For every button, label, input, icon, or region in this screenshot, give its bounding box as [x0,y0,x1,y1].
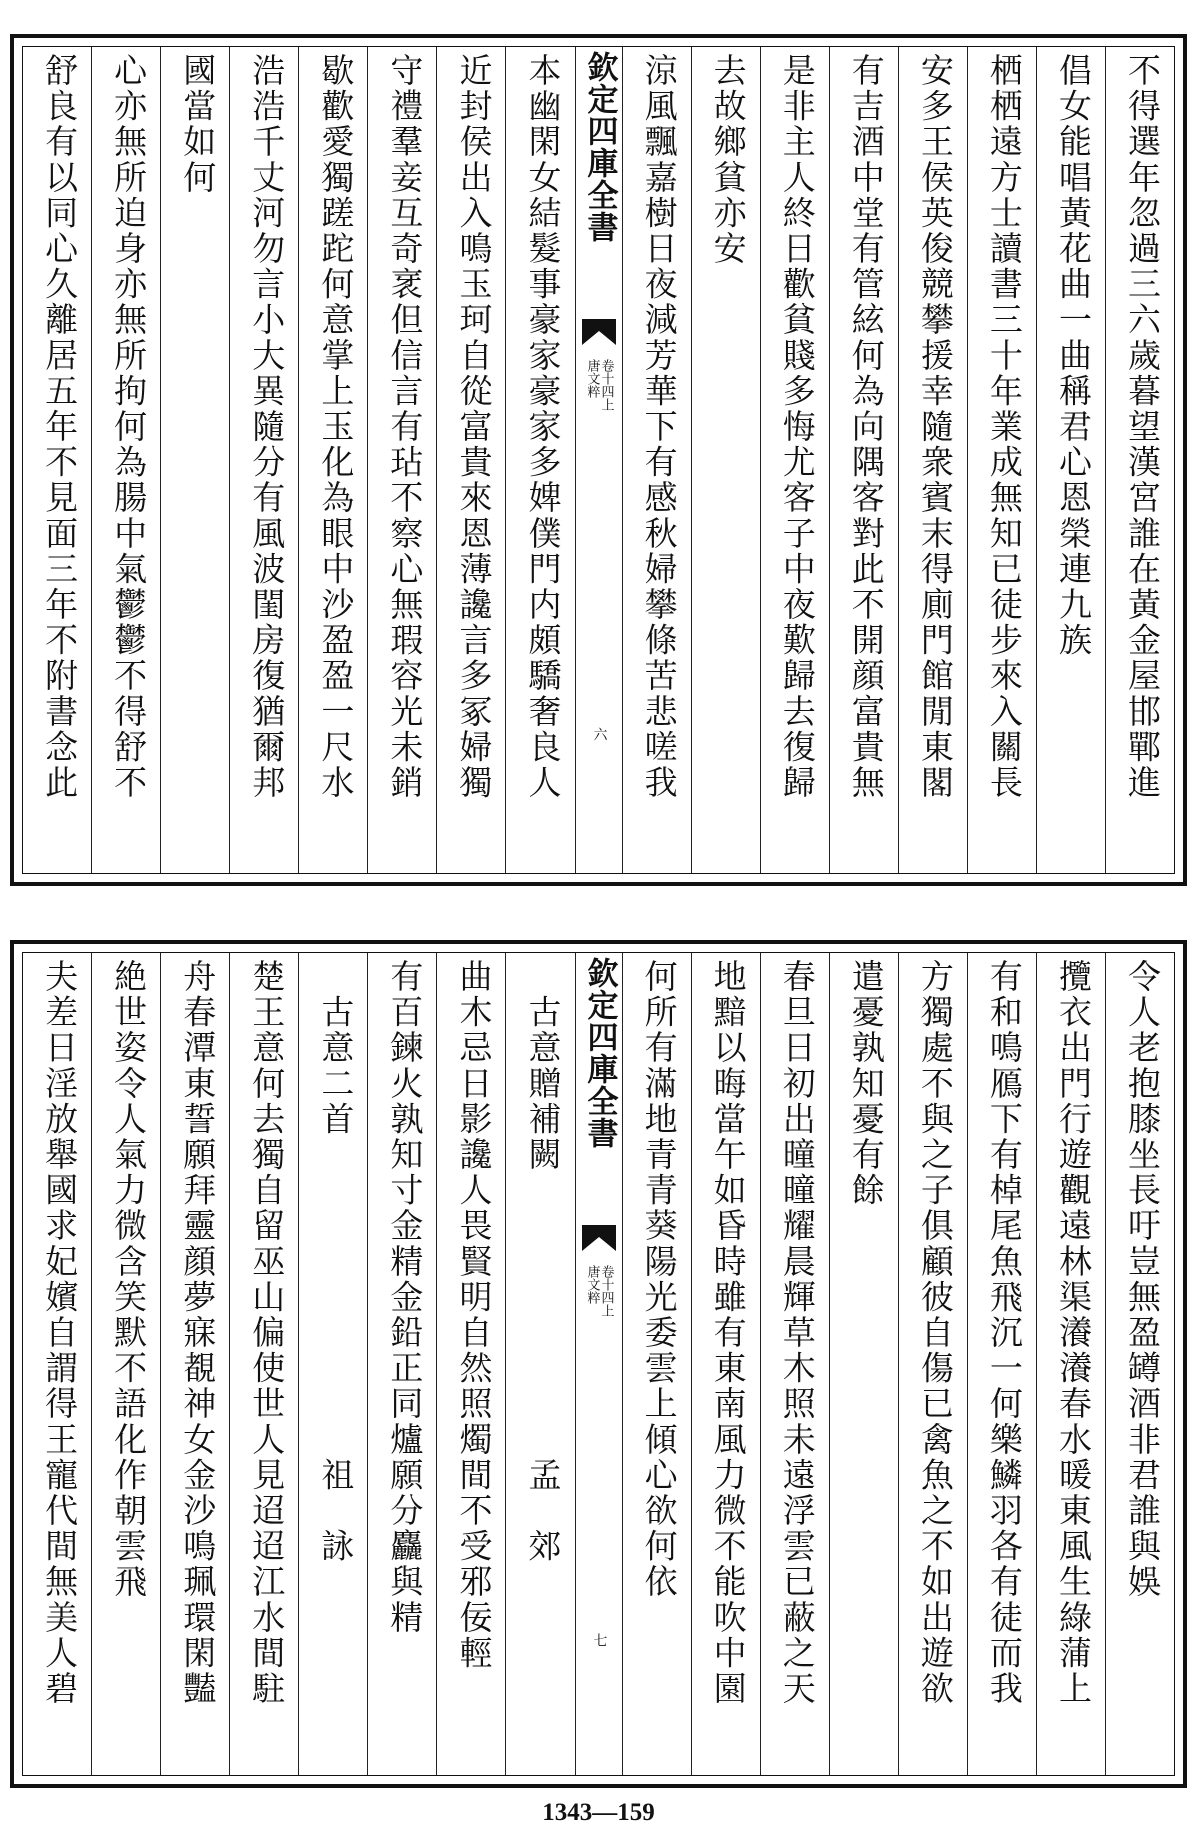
top-folio [10,34,1187,886]
text-column [436,953,505,1775]
text-column [898,47,967,873]
column-text: 舟春潭東誓願拜靈顔夢寐覩神女金沙鳴珮環閑豔 [178,959,218,1707]
text-column [829,47,898,873]
text-column [436,47,505,873]
text-column [691,47,760,873]
column-text: 不得選年忽過三六歲暮望漢宮誰在黃金屋邯鄲進 [1123,53,1162,801]
column-text: 守禮羣妾互奇衺但信言有玷不察心無瑕容光未銷 [385,53,425,801]
column-text: 浩浩千丈河勿言小大異隨分有風波閨房復猶爾邦 [247,53,287,801]
column-text: 安多王侯英俊競攀援幸隨衆賓末得廁門館閒東閣 [915,53,955,801]
volume-label: 卷十四上 [598,359,614,411]
column-text: 春旦日初出曈曈耀晨輝草木照未遠浮雲已蔽之天 [777,959,817,1707]
column-text: 國當如何 [178,53,218,196]
column-text: 有百鍊火孰知寸金精金鉛正同爐願分麤與精 [385,959,425,1636]
column-text: 栖栖遠方士讀書三十年業成無知已徒步來入關長 [984,53,1024,801]
column-text: 古意贈補闕 孟 郊 [523,959,563,1565]
volume-label: 卷十四上 [598,1265,614,1317]
text-column [829,953,898,1775]
text-column [898,953,967,1775]
folio-center-strip [575,47,622,873]
book-title-label: 唐文粹 [584,1265,600,1304]
column-text: 是非主人終日歡貧賤多悔尤客子中夜歎歸去復歸 [777,53,817,801]
fishtail-mark-icon [582,319,616,345]
column-text: 心亦無所迫身亦無所拘何為腸中氣鬱鬱不得舒不 [109,53,149,801]
column-text: 本幽閑女結髮事豪家豪家多婢僕門内頗驕奢良人 [523,53,563,801]
folio-center-strip [575,953,622,1775]
bottom-folio-columns [22,952,1175,1776]
top-folio-columns [22,46,1175,874]
text-column [760,47,829,873]
text-column [967,47,1036,873]
column-text: 令人老抱膝坐長吁豈無盈罇酒非君誰與娛 [1123,959,1162,1600]
column-text: 倡女能唱黃花曲一曲稱君心恩榮連九族 [1053,53,1093,659]
column-text: 地黯以晦當午如昏時雖有東南風力微不能吹中園 [708,959,748,1707]
column-text: 遣憂孰知憂有餘 [846,959,886,1209]
bottom-folio [10,940,1187,1788]
text-column [23,47,91,873]
fishtail-mark-icon [582,1225,616,1251]
column-text: 近封侯出入鳴玉珂自從富貴來恩薄讒言多冢婦獨 [454,53,494,801]
column-text: 有和鳴鴈下有棹尾魚飛沉一何樂鱗羽各有徒而我 [984,959,1024,1707]
text-column [760,953,829,1775]
text-column [622,953,691,1775]
text-column [229,47,298,873]
text-column [367,47,436,873]
page-code: 1343—159 [542,1799,655,1826]
text-column [1036,47,1105,873]
book-title-label: 唐文粹 [584,359,600,398]
collection-title: 欽定四庫全書 [581,51,618,243]
text-column [160,47,229,873]
text-column [1036,953,1105,1775]
text-column [1105,47,1174,873]
column-text: 古意二首 祖 詠 [316,959,356,1565]
text-column [23,953,91,1775]
column-text: 方獨處不與之子俱顧彼自傷已禽魚之不如出遊欲 [915,959,955,1707]
folio-page-number: 六 [591,727,608,741]
text-column [1105,953,1174,1775]
text-column [229,953,298,1775]
folio-page-number: 七 [591,1633,608,1647]
column-text: 楚王意何去獨自留巫山偏使世人見迢迢江水間駐 [247,959,287,1707]
text-column [160,953,229,1775]
column-text: 歇歡愛獨蹉跎何意掌上玉化為眼中沙盈盈一尺水 [316,53,356,801]
column-text: 夫差日淫放舉國求妃嬪自謂得王寵代間無美人碧 [40,959,80,1707]
text-column [91,953,160,1775]
text-column [91,47,160,873]
column-text: 何所有滿地青青葵陽光委雲上傾心欲何依 [639,959,679,1600]
text-column [967,953,1036,1775]
text-column [505,47,574,873]
text-column [505,953,574,1775]
text-column [622,47,691,873]
collection-title: 欽定四庫全書 [581,957,618,1149]
column-text: 有吉酒中堂有管絃何為向隅客對此不開顔富貴無 [846,53,886,801]
column-text: 攬衣出門行遊觀遠林渠瀁瀁春水暖東風生綠蒲上 [1053,959,1093,1707]
column-text: 曲木忌日影讒人畏賢明自然照燭間不受邪佞輕 [454,959,494,1671]
text-column [367,953,436,1775]
text-column [298,47,367,873]
column-text: 絶世姿令人氣力微含笑默不語化作朝雲飛 [109,959,149,1600]
text-column [691,953,760,1775]
column-text: 去故鄉貧亦安 [708,53,748,267]
column-text: 舒良有以同心久離居五年不見面三年不附書念此 [40,53,80,801]
column-text: 涼風飄嘉樹日夜減芳華下有感秋婦攀條苦悲嗟我 [639,53,679,801]
text-column [298,953,367,1775]
